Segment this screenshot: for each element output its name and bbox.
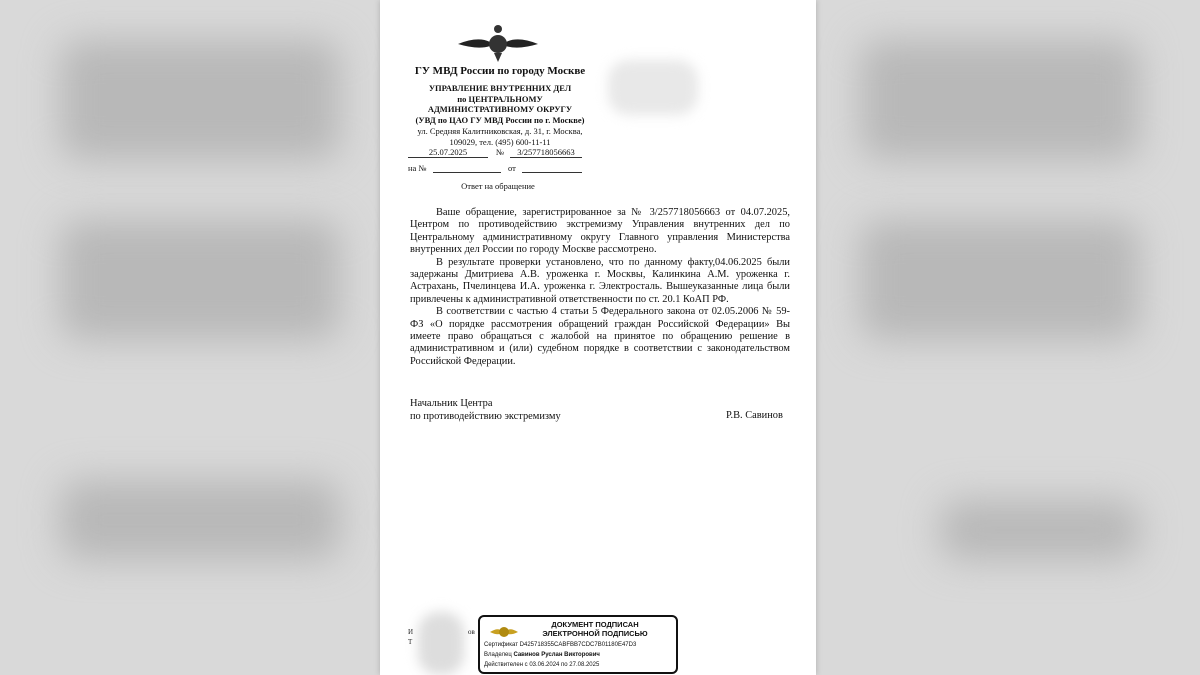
background-blur-left bbox=[60, 40, 340, 160]
department-block bbox=[400, 83, 600, 125]
dept-line: УПРАВЛЕНИЕ ВНУТРЕННИХ ДЕЛ bbox=[428, 83, 572, 93]
document-page bbox=[380, 0, 816, 675]
paragraph: В соответствии с частью 4 статьи 5 Федерального закона от 02.05.2006 № 59-ФЗ «О порядке рассмотрения обращений граждан Российской Федерации» Вы имеете право обращаться с жалобой на принятое по обращению решение в административном и (или) судебном порядке в соответствии с законодательством Российской Федерации. bbox=[410, 306, 790, 367]
background-blur-left bbox=[60, 480, 340, 560]
from-label: от bbox=[508, 163, 516, 173]
e-signature-stamp bbox=[478, 615, 678, 674]
address-line: ул. Средняя Калитниковская, д. 31, г. Москва, bbox=[417, 126, 583, 136]
stamp-owner bbox=[484, 652, 600, 658]
address-block bbox=[400, 126, 600, 148]
executor-phone: Т bbox=[408, 638, 413, 646]
dept-line: (УВД по ЦАО ГУ МВД России по г. Москве) bbox=[415, 114, 585, 125]
stamp-cert bbox=[484, 642, 636, 648]
background-blur-right bbox=[940, 500, 1140, 560]
doc-number: 3/257718056663 bbox=[510, 147, 582, 158]
date-number-row bbox=[408, 147, 600, 158]
stamp-validity: Действителен с 03.06.2024 по 27.08.2025 bbox=[484, 662, 600, 668]
signatory-name: Р.В. Савинов bbox=[726, 410, 783, 421]
dept-line: АДМИНИСТРАТИВНОМУ ОКРУГУ bbox=[427, 104, 573, 114]
reference-row bbox=[408, 163, 600, 174]
subject: Ответ на обращение bbox=[461, 181, 535, 191]
signature-title-line: Начальник Центра bbox=[410, 398, 493, 409]
address-line: 109029, тел. (495) 600-11-11 bbox=[449, 137, 551, 147]
cert-label: Сертификат bbox=[484, 642, 518, 648]
paragraph: Ваше обращение, зарегистрированное за № 3/257718056663 от 04.07.2025, Центром по противодействию экстремизму Управления внутренних дел по Центральному административному округу Главного управления Министерства внутренних дел России по городу Москве рассмотрено. bbox=[410, 207, 790, 256]
owner-label: Владелец bbox=[484, 652, 512, 658]
executor-suffix: ов bbox=[468, 628, 475, 636]
org-name: ГУ МВД России по городу Москве bbox=[414, 65, 586, 77]
recipient-redacted bbox=[608, 60, 698, 115]
executor-redacted bbox=[418, 612, 464, 675]
doc-date: 25.07.2025 bbox=[408, 147, 488, 158]
paragraph: В результате проверки установлено, что по данному факту,04.06.2025 были задержаны Дмитриева А.В. уроженка г. Москвы, Калинкина А.М. уроженка г. Астрахань, Пчелинцева И.А. уроженка г. Электросталь. Вышеуказанные лица были привлечены к административной ответственности по ст. 20.1 КоАП РФ. bbox=[410, 256, 790, 305]
dept-line: по ЦЕНТРАЛЬНОМУ bbox=[457, 93, 543, 104]
stamp-title-line: ДОКУМЕНТ ПОДПИСАН bbox=[551, 620, 639, 629]
owner-value: Савинов Руслан Викторович bbox=[513, 652, 600, 658]
signature-title bbox=[410, 397, 561, 423]
ref-label: на № bbox=[408, 163, 427, 173]
background-blur-right bbox=[860, 220, 1140, 340]
cert-value: D425718355CABFBB7CDC7B01180E47D3 bbox=[519, 642, 637, 648]
num-label: № bbox=[496, 147, 505, 157]
mvd-emblem-icon bbox=[490, 621, 518, 643]
background-blur-left bbox=[60, 220, 340, 340]
background-blur-right bbox=[860, 40, 1140, 160]
mvd-emblem-icon bbox=[458, 24, 538, 64]
executor-initial: И bbox=[408, 628, 414, 636]
from-blank bbox=[522, 163, 582, 173]
stamp-title bbox=[520, 620, 670, 638]
letter-body bbox=[410, 207, 790, 368]
stamp-title-line: ЭЛЕКТРОННОЙ ПОДПИСЬЮ bbox=[542, 629, 648, 638]
ref-blank bbox=[433, 163, 501, 173]
signature-title-line: по противодействию экстремизму bbox=[410, 411, 561, 422]
